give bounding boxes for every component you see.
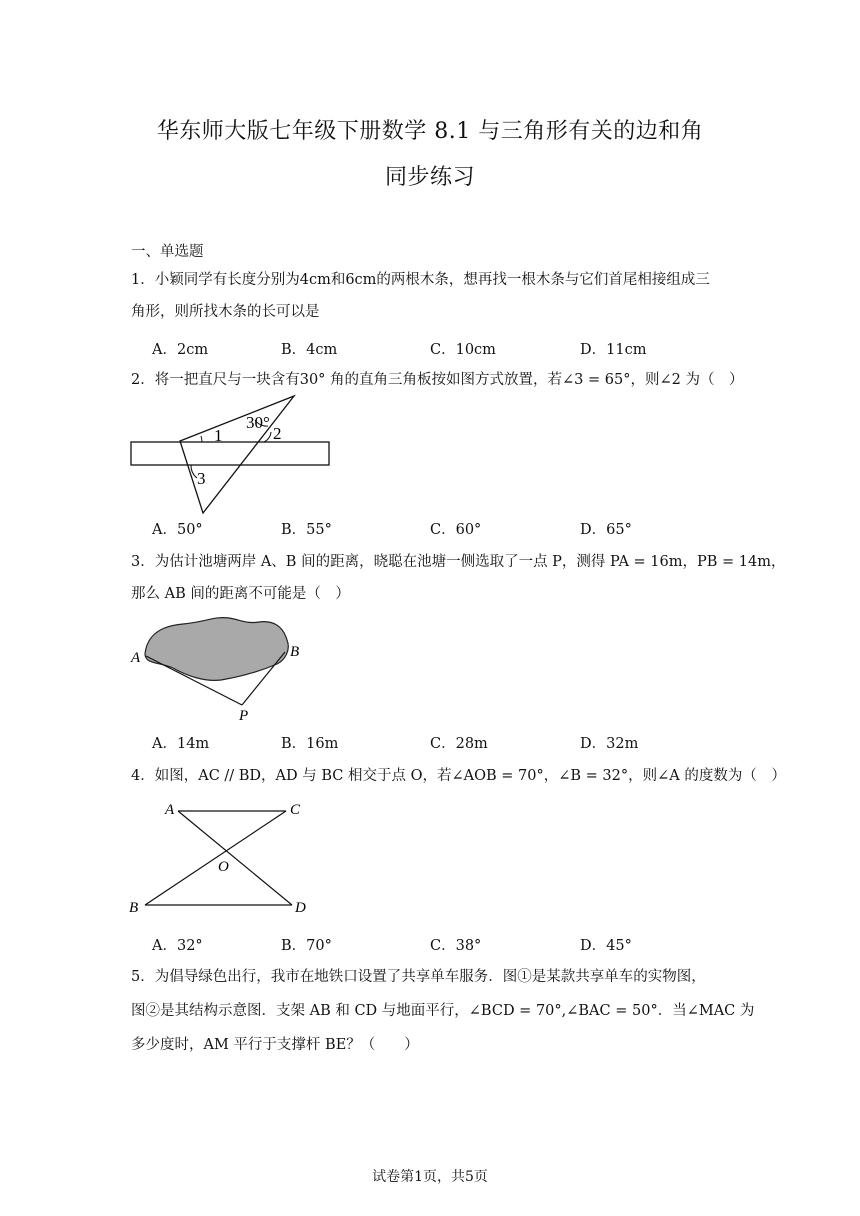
q2-option-c: C．60°: [430, 522, 482, 538]
segment-ad: [178, 811, 292, 905]
label-point-a: A: [131, 650, 141, 666]
q1-option-c: C．10cm: [430, 342, 496, 358]
q5-text-line3: 多少度时，AM 平行于支撑杆 BE？（ ）: [131, 1037, 419, 1053]
label-point-a: A: [165, 802, 175, 818]
q4-option-b: B．70°: [281, 938, 332, 954]
ruler-shape: [131, 442, 329, 465]
q5-text-line1: 5．为倡导绿色出行，我市在地铁口设置了共享单车服务．图①是某款共享单车的实物图，: [131, 969, 706, 985]
q3-option-b: B．16m: [281, 736, 339, 752]
q4-text-line1: 4．如图，AC // BD，AD 与 BC 相交于点 O，若∠AOB = 70°，∠B = 32°，则∠A 的度数为（ ）: [131, 768, 786, 784]
label-point-b: B: [290, 644, 300, 660]
label-point-d: D: [295, 900, 306, 916]
q4-figure-parallel-lines: [125, 796, 320, 920]
q3-option-d: D．32m: [580, 736, 639, 752]
q2-text-line1: 2．将一把直尺与一块含有30° 角的直角三角板按如图方式放置，若∠3 = 65°，则∠2 为（ ）: [131, 372, 744, 388]
label-angle-1: 1: [214, 426, 223, 445]
label-point-o: O: [218, 859, 229, 875]
q2-option-a: A．50°: [152, 522, 203, 538]
q3-text-line2: 那么 AB 间的距离不可能是（ ）: [131, 586, 350, 602]
q2-option-d: D．65°: [580, 522, 632, 538]
label-angle-30: 30°: [246, 413, 270, 432]
label-point-c: C: [290, 802, 301, 818]
page-subtitle: 同步练习: [384, 165, 475, 190]
segment-bc: [145, 811, 286, 905]
label-point-p: P: [239, 708, 249, 724]
q3-option-a: A．14m: [152, 736, 210, 752]
label-angle-3: 3: [197, 469, 206, 488]
triangle-shape: [180, 396, 294, 513]
q3-text-line1: 3．为估计池塘两岸 A、B 间的距离，晓聪在池塘一侧选取了一点 P，测得 PA = 16m，PB = 14m，: [131, 554, 786, 570]
q4-option-c: C．38°: [430, 938, 482, 954]
q1-text-line1: 1．小颖同学有长度分别为4cm和6cm的两根木条，想再找一根木条与它们首尾相接组成三: [131, 272, 710, 288]
page-title: 华东师大版七年级下册数学 8.1 与三角形有关的边和角: [156, 119, 704, 144]
q2-figure-ruler-triangle: [125, 392, 340, 520]
q4-option-a: A．32°: [152, 938, 203, 954]
q1-option-a: A．2cm: [152, 342, 209, 358]
page-footer: 试卷第1页，共5页: [372, 1169, 488, 1185]
angle1-arc: [201, 436, 202, 442]
q5-text-line2: 图②是其结构示意图．支架 AB 和 CD 与地面平行，∠BCD = 70°,∠BAC = 50°．当∠MAC 为: [131, 1003, 755, 1019]
section-heading: 一、单选题: [131, 244, 204, 260]
q1-option-b: B．4cm: [281, 342, 338, 358]
q1-text-line2: 角形，则所找木条的长可以是: [131, 304, 320, 320]
q3-option-c: C．28m: [430, 736, 488, 752]
q4-option-d: D．45°: [580, 938, 632, 954]
q2-option-b: B．55°: [281, 522, 332, 538]
pond-shape: [145, 618, 288, 681]
q3-figure-pond: [125, 612, 310, 724]
q1-option-d: D．11cm: [580, 342, 647, 358]
label-angle-2: 2: [273, 424, 282, 443]
label-point-b: B: [129, 900, 139, 916]
